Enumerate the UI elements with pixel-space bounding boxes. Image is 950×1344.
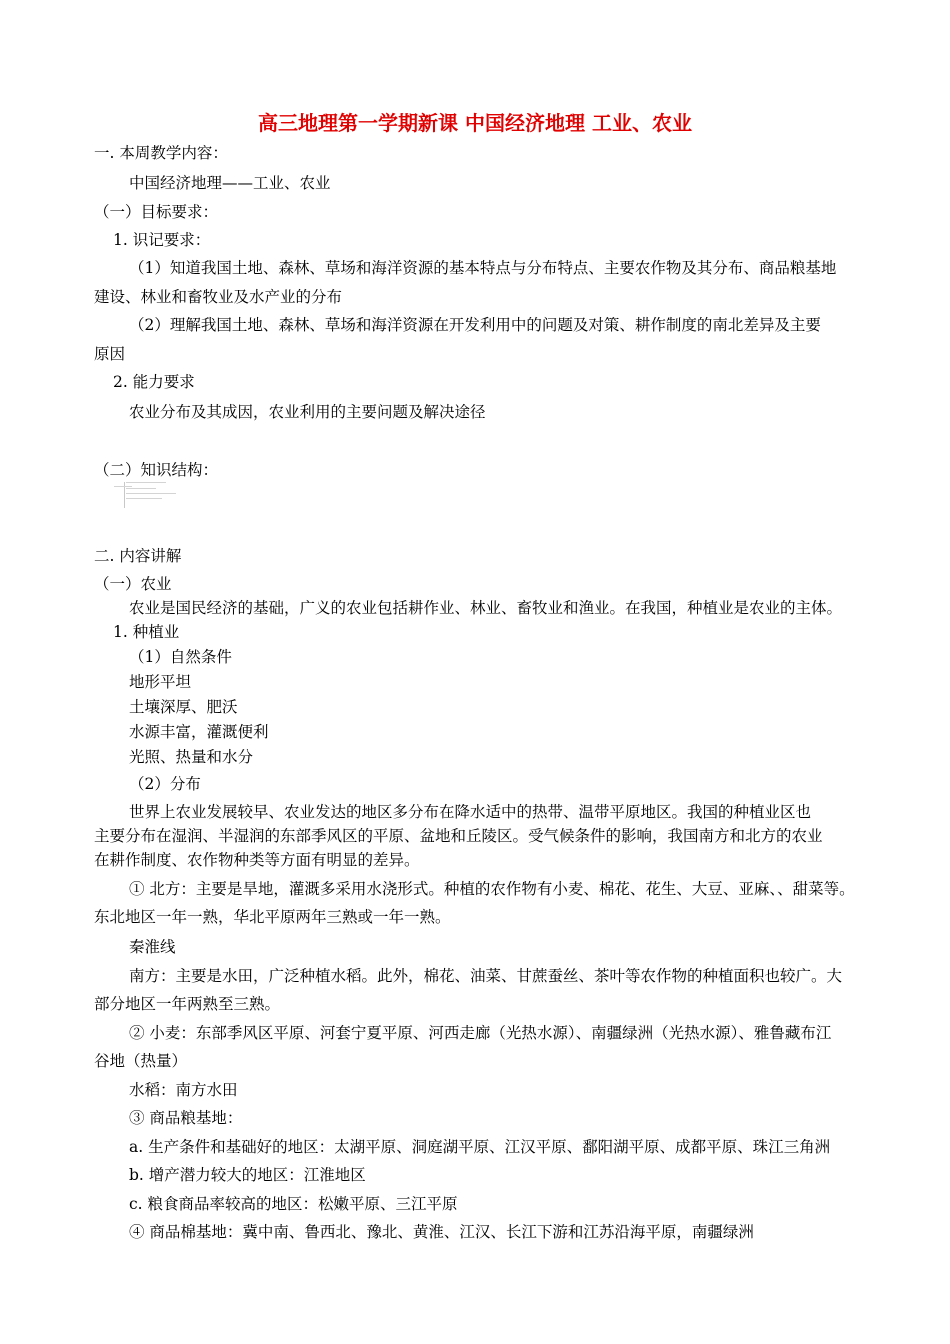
text-line: （1）自然条件	[129, 648, 232, 666]
text-line: （2）理解我国土地、森林、草场和海洋资源在开发利用中的问题及对策、耕作制度的南北差异及主要	[129, 316, 821, 334]
text-line: c. 粮食商品率较高的地区：松嫩平原、三江平原	[129, 1195, 458, 1213]
text-line: （2）分布	[129, 775, 201, 793]
subsection-heading: （一）农业	[94, 575, 172, 593]
text-line: 在耕作制度、农作物种类等方面有明显的差异。	[94, 851, 420, 869]
text-line: 东北地区一年一熟，华北平原两年三熟或一年一熟。	[94, 908, 451, 926]
text-line: 主要分布在湿润、半湿润的东部季风区的平原、盆地和丘陵区。受气候条件的影响，我国南方和北方的农业	[94, 827, 823, 845]
text-line: 农业分布及其成因，农业利用的主要问题及解决途径	[129, 403, 486, 421]
text-line: 南方：主要是水田，广泛种植水稻。此外，棉花、油菜、甘蔗蚕丝、茶叶等农作物的种植面积也较广。大	[129, 967, 843, 985]
text-line: 中国经济地理——工业、农业	[129, 174, 331, 192]
subsection-heading: （二）知识结构：	[94, 461, 219, 479]
text-line: 水源丰富，灌溉便利	[129, 723, 269, 741]
text-line: 水稻：南方水田	[129, 1081, 238, 1099]
text-line: 部分地区一年两熟至三熟。	[94, 995, 281, 1013]
text-line: （1）知道我国土地、森林、草场和海洋资源的基本特点与分布特点、主要农作物及其分布、商品粮基地	[129, 259, 837, 277]
text-line: 光照、热量和水分	[129, 748, 254, 766]
section-heading-2: 二. 内容讲解	[94, 547, 182, 565]
list-heading: 1. 识记要求：	[113, 231, 211, 249]
text-line: ② 小麦：东部季风区平原、河套宁夏平原、河西走廊（光热水源）、南疆绿洲（光热水源）、雅鲁藏布江	[129, 1024, 832, 1042]
list-heading: 2. 能力要求	[113, 373, 195, 391]
document-title: 高三地理第一学期新课 中国经济地理 工业、农业	[258, 111, 692, 135]
text-line: 建设、林业和畜牧业及水产业的分布	[94, 288, 343, 306]
text-line: ③ 商品粮基地：	[129, 1109, 243, 1127]
knowledge-structure-diagram	[112, 478, 182, 508]
text-line: ④ 商品棉基地：冀中南、鲁西北、豫北、黄淮、江汉、长江下游和江苏沿海平原，南疆绿洲	[129, 1223, 754, 1241]
text-line: b. 增产潜力较大的地区：江淮地区	[129, 1166, 366, 1184]
text-line: 谷地（热量）	[94, 1052, 188, 1070]
text-line: 秦淮线	[129, 938, 176, 956]
section-heading-1: 一. 本周教学内容：	[94, 144, 228, 162]
text-line: ① 北方：主要是旱地，灌溉多采用水浇形式。种植的农作物有小麦、棉花、花生、大豆、亚麻、、甜菜等。	[129, 880, 855, 898]
list-heading: 1. 种植业	[113, 623, 180, 641]
text-line: 地形平坦	[129, 673, 192, 691]
text-line: 土壤深厚、肥沃	[129, 698, 238, 716]
text-line: a. 生产条件和基础好的地区：太湖平原、洞庭湖平原、江汉平原、鄱阳湖平原、成都平原、珠江三角洲	[129, 1138, 831, 1156]
text-line: 农业是国民经济的基础，广义的农业包括耕作业、林业、畜牧业和渔业。在我国，种植业是农业的主体。	[129, 599, 843, 617]
text-line: 原因	[94, 345, 126, 363]
subsection-heading: （一）目标要求：	[94, 203, 219, 221]
text-line: 世界上农业发展较早、农业发达的地区多分布在降水适中的热带、温带平原地区。我国的种植业区也	[129, 803, 812, 821]
